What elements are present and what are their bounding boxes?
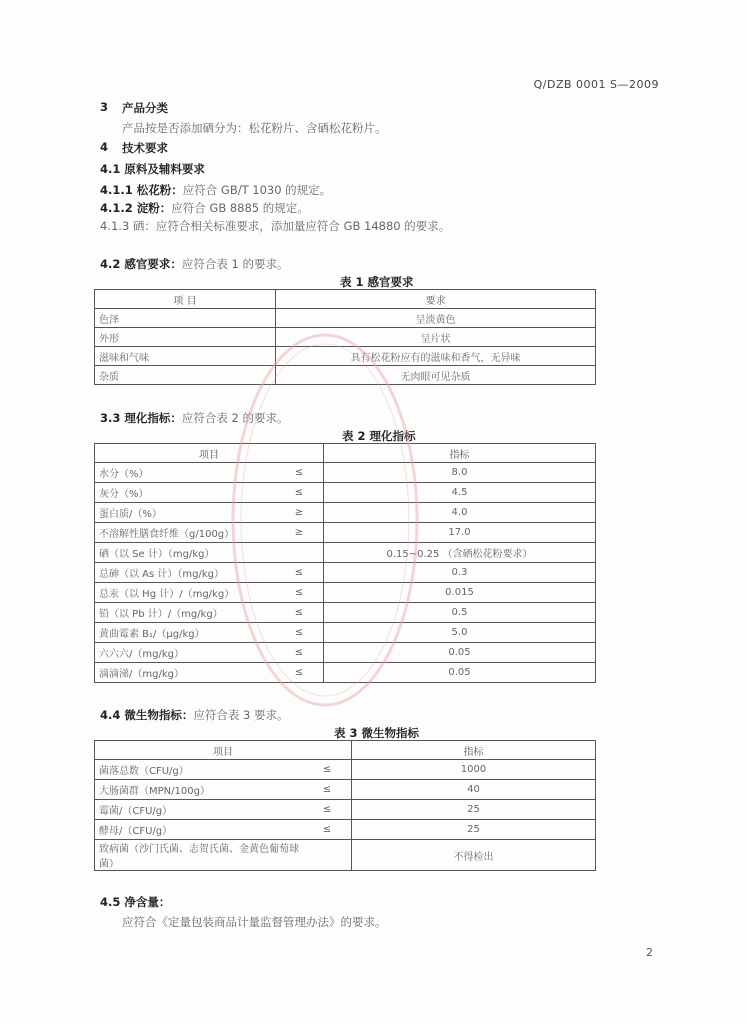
table-row: [95, 643, 596, 663]
section-4-5-label: 4.5 净含量：: [100, 895, 171, 909]
table-1-item-cell: 色泽: [95, 309, 276, 328]
table-3-header-index: 指标: [352, 741, 596, 760]
section-3-3: [100, 410, 289, 426]
table-2-item-cell: 不溶解性膳食纤维（g/100g）: [95, 523, 276, 543]
table-row: [95, 583, 596, 603]
section-4-5-text: 应符合《定量包装商品计量监督管理办法》的要求。: [122, 915, 387, 929]
table-row: [95, 800, 596, 820]
table-row: [95, 366, 596, 385]
table-2-item-cell: 灰分（%）: [95, 483, 276, 503]
section-4-2-text: 应符合表 1 的要求。: [181, 257, 289, 271]
table-row: [95, 663, 596, 683]
table-row: [95, 328, 596, 347]
table-row: [95, 603, 596, 623]
section-4-1-2-text: 应符合 GB 8885 的规定。: [171, 201, 309, 215]
table-2-value-cell: 5.0: [324, 623, 596, 643]
table-2-operator-cell: [275, 543, 324, 563]
table-3-item-cell: 霉菌/（CFU/g）: [95, 800, 304, 820]
section-4-1-1-text: 应符合 GB/T 1030 的规定。: [182, 183, 332, 197]
table-3-caption: 表 3 微生物指标: [334, 726, 420, 740]
section-4-1-1-label: 4.1.1 松花粉：: [100, 183, 183, 197]
table-1-item-cell: 滋味和气味: [95, 347, 276, 366]
table-3-value-cell: 25: [352, 820, 596, 840]
section-4-4-text: 应符合表 3 要求。: [193, 708, 289, 722]
table-3-operator-cell: ≤: [303, 820, 352, 840]
table-2-item-cell: 蛋白质/（%）: [95, 503, 276, 523]
table-row: [95, 347, 596, 366]
table-3-operator-cell: ≤: [303, 800, 352, 820]
table-1-header-item: 项 目: [95, 290, 276, 309]
table-2-value-cell: 8.0: [324, 463, 596, 483]
section-4-1-2-label: 4.1.2 淀粉：: [100, 201, 172, 215]
table-row: [95, 309, 596, 328]
table-2-item-cell: 总砷（以 As 计）（mg/kg）: [95, 563, 276, 583]
table-row: [95, 840, 596, 871]
table-3-value-cell: 40: [352, 780, 596, 800]
table-2-item-cell: 黄曲霉素 B₁/（μg/kg）: [95, 623, 276, 643]
section-3-text: 产品按是否添加硒分为：松花粉片、含硒松花粉片。: [122, 121, 387, 135]
table-3-item-cell: 菌落总数（CFU/g）: [95, 760, 304, 780]
section-4-2-label: 4.2 感官要求：: [100, 257, 182, 271]
table-2-header-item: 项目: [95, 444, 324, 463]
table-2-value-cell: 4.0: [324, 503, 596, 523]
table-2-header-index: 指标: [324, 444, 596, 463]
section-4-title: 技术要求: [122, 141, 168, 155]
table-1-requirement-cell: 呈片状: [276, 328, 596, 347]
table-3-value-cell: 不得检出: [352, 840, 596, 871]
table-2-value-cell: 0.5: [324, 603, 596, 623]
table-1-requirement-cell: 呈淡黄色: [276, 309, 596, 328]
table-3: [94, 740, 596, 871]
table-2-value-cell: 0.05: [324, 663, 596, 683]
section-4-2: [100, 256, 289, 272]
section-3-3-label: 3.3 理化指标：: [100, 411, 182, 425]
table-2-value-cell: 0.3: [324, 563, 596, 583]
section-4-1-1: [100, 182, 331, 198]
table-row: [95, 623, 596, 643]
table-row: [95, 503, 596, 523]
table-2-value-cell: 17.0: [324, 523, 596, 543]
table-1: [94, 289, 596, 385]
section-4-1-2: [100, 200, 309, 216]
table-2: [94, 443, 596, 683]
table-1-header-requirement: 要求: [276, 290, 596, 309]
table-2-operator-cell: ≥: [275, 503, 324, 523]
page-number: 2: [646, 946, 653, 959]
table-2-value-cell: 0.15~0.25 （含硒松花粉要求）: [324, 543, 596, 563]
table-3-item-cell: 酵母/（CFU/g）: [95, 820, 304, 840]
table-2-operator-cell: ≤: [275, 623, 324, 643]
table-row: [95, 543, 596, 563]
section-4-4-label: 4.4 微生物指标：: [100, 708, 194, 722]
table-row: [95, 523, 596, 543]
table-2-operator-cell: ≥: [275, 523, 324, 543]
section-4-1-title: 4.1 原料及辅料要求: [100, 162, 205, 176]
table-2-item-cell: 六六六/（mg/kg）: [95, 643, 276, 663]
table-row: [95, 820, 596, 840]
table-2-operator-cell: ≤: [275, 643, 324, 663]
table-3-item-cell: 致病菌（沙门氏菌、志贺氏菌、金黄色葡萄球菌）: [95, 840, 304, 871]
table-2-caption: 表 2 理化指标: [342, 429, 416, 443]
section-3-title: 产品分类: [122, 101, 168, 115]
table-1-requirement-cell: 无肉眼可见杂质: [276, 366, 596, 385]
table-3-operator-cell: ≤: [303, 760, 352, 780]
document-code: Q/DZB 0001 S—2009: [533, 78, 659, 91]
table-2-value-cell: 0.05: [324, 643, 596, 663]
table-3-value-cell: 1000: [352, 760, 596, 780]
table-2-item-cell: 铅（以 Pb 计）/（mg/kg）: [95, 603, 276, 623]
table-row: [95, 780, 596, 800]
table-row: [95, 563, 596, 583]
table-1-caption: 表 1 感官要求: [340, 275, 414, 289]
table-3-item-cell: 大肠菌群（MPN/100g）: [95, 780, 304, 800]
table-3-operator-cell: ≤: [303, 780, 352, 800]
section-4-number: 4: [100, 140, 109, 154]
table-1-item-cell: 外形: [95, 328, 276, 347]
table-3-operator-cell: [303, 840, 352, 871]
section-3-3-text: 应符合表 2 的要求。: [181, 411, 289, 425]
table-row: [95, 760, 596, 780]
table-2-value-cell: 0.015: [324, 583, 596, 603]
table-2-operator-cell: ≤: [275, 663, 324, 683]
table-row: [95, 463, 596, 483]
table-2-operator-cell: ≤: [275, 483, 324, 503]
table-row: [95, 483, 596, 503]
table-2-item-cell: 硒（以 Se 计）（mg/kg）: [95, 543, 276, 563]
table-1-item-cell: 杂质: [95, 366, 276, 385]
table-2-operator-cell: ≤: [275, 583, 324, 603]
table-2-operator-cell: ≤: [275, 463, 324, 483]
section-4-4: [100, 707, 289, 723]
section-4-1-3: 4.1.3 硒：应符合相关标准要求，添加量应符合 GB 14880 的要求。: [100, 219, 451, 233]
table-2-value-cell: 4.5: [324, 483, 596, 503]
table-2-item-cell: 总汞（以 Hg 计）/（mg/kg）: [95, 583, 276, 603]
table-3-header-item: 项目: [95, 741, 352, 760]
section-3-number: 3: [100, 100, 109, 114]
table-2-item-cell: 水分（%）: [95, 463, 276, 483]
table-2-operator-cell: ≤: [275, 603, 324, 623]
table-3-value-cell: 25: [352, 800, 596, 820]
table-2-operator-cell: ≤: [275, 563, 324, 583]
table-2-item-cell: 滴滴涕/（mg/kg）: [95, 663, 276, 683]
table-1-requirement-cell: 具有松花粉应有的滋味和香气，无异味: [276, 347, 596, 366]
